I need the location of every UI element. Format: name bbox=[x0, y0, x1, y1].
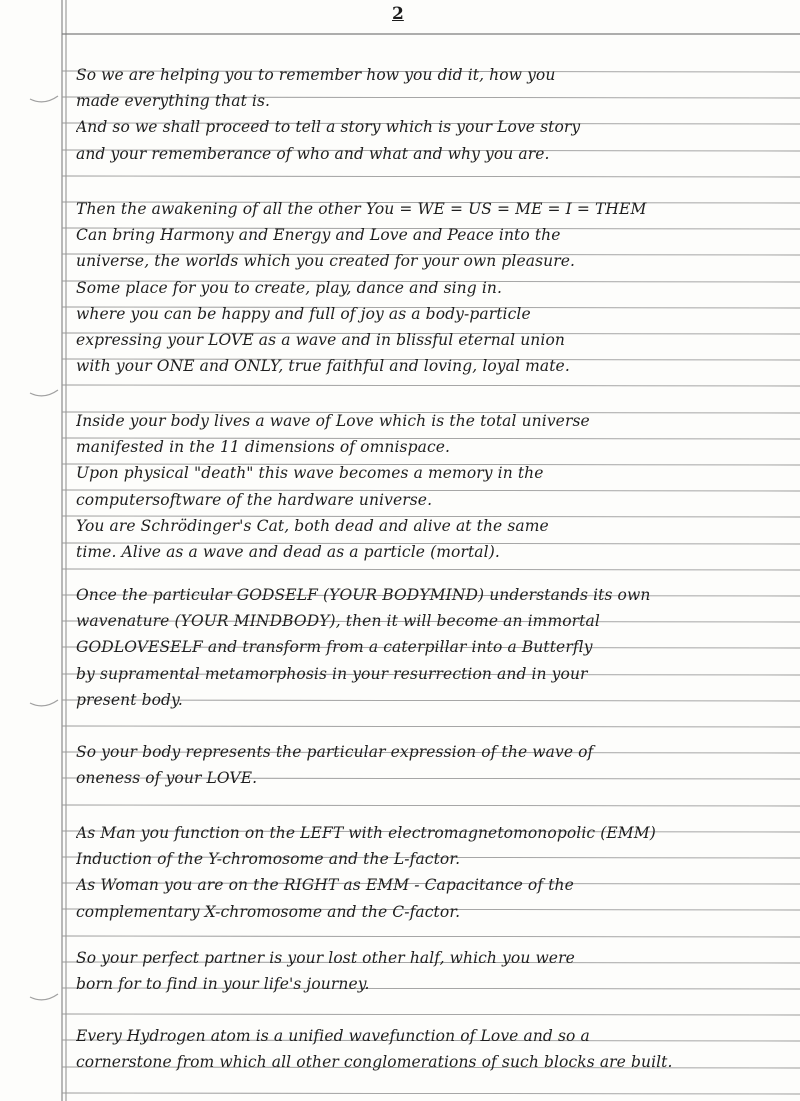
handwritten-line: GODLOVESELF and transform from a caterpillar into a Butterfly bbox=[76, 638, 593, 656]
handwritten-line: As Man you function on the LEFT with electromagnetomonopolic (EMM) bbox=[76, 824, 656, 842]
handwritten-line: So your perfect partner is your lost other half, which you were bbox=[76, 949, 575, 967]
handwritten-line: As Woman you are on the RIGHT as EMM - Capacitance of the bbox=[76, 876, 574, 894]
page-number: 2 bbox=[392, 4, 404, 24]
handwritten-line: and your rememberance of who and what and why you are. bbox=[76, 145, 550, 163]
handwritten-line: by supramental metamorphosis in your resurrection and in your bbox=[76, 665, 588, 683]
handwritten-line: You are Schrödinger's Cat, both dead and alive at the same bbox=[76, 517, 549, 535]
handwritten-line: So we are helping you to remember how you did it, how you bbox=[76, 66, 556, 84]
handwritten-line: universe, the worlds which you created for your own pleasure. bbox=[76, 252, 576, 270]
handwritten-line: time. Alive as a wave and dead as a particle (mortal). bbox=[76, 543, 500, 561]
handwritten-line: with your ONE and ONLY, true faithful and loving, loyal mate. bbox=[76, 357, 570, 375]
handwritten-line: expressing your LOVE as a wave and in blissful eternal union bbox=[76, 331, 565, 349]
handwritten-line: Then the awakening of all the other You = WE = US = ME = I = THEM bbox=[76, 200, 647, 218]
handwritten-line: born for to find in your life's journey. bbox=[76, 975, 370, 993]
handwritten-line: computersoftware of the hardware universe. bbox=[76, 491, 433, 509]
handwritten-line: Upon physical "death" this wave becomes a memory in the bbox=[76, 464, 544, 482]
handwritten-line: complementary X-chromosome and the C-factor. bbox=[76, 903, 461, 921]
handwritten-line: Can bring Harmony and Energy and Love and Peace into the bbox=[76, 226, 561, 244]
handwritten-line: Inside your body lives a wave of Love which is the total universe bbox=[76, 412, 590, 430]
handwritten-line: Every Hydrogen atom is a unified wavefunction of Love and so a bbox=[76, 1027, 590, 1045]
handwritten-line: And so we shall proceed to tell a story which is your Love story bbox=[76, 118, 581, 136]
handwritten-line: made everything that is. bbox=[76, 92, 271, 110]
handwritten-line: Induction of the Y-chromosome and the L-factor. bbox=[76, 850, 461, 868]
handwritten-line: where you can be happy and full of joy as a body-particle bbox=[76, 305, 531, 323]
handwritten-line: Some place for you to create, play, dance and sing in. bbox=[76, 279, 502, 297]
handwritten-line: manifested in the 11 dimensions of omnispace. bbox=[76, 438, 451, 456]
handwritten-line: oneness of your LOVE. bbox=[76, 769, 258, 787]
handwritten-line: cornerstone from which all other conglomerations of such blocks are built. bbox=[76, 1053, 673, 1071]
handwritten-line: present body. bbox=[76, 691, 183, 709]
handwritten-line: So your body represents the particular expression of the wave of bbox=[76, 743, 594, 761]
handwritten-line: wavenature (YOUR MINDBODY), then it will become an immortal bbox=[76, 612, 600, 630]
handwritten-line: Once the particular GODSELF (YOUR BODYMIND) understands its own bbox=[76, 586, 651, 604]
